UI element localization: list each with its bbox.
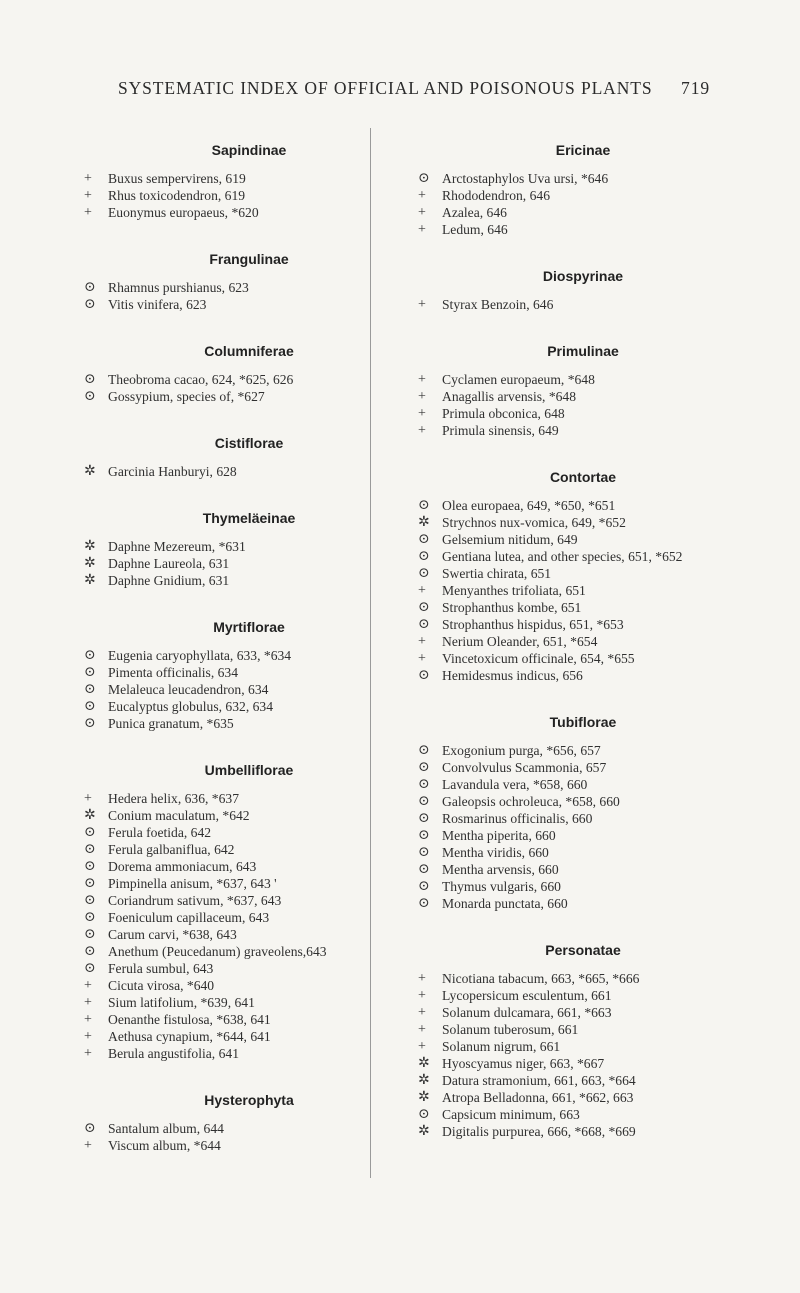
official-circle-icon: ⊙ <box>418 760 430 775</box>
poisonous-star-icon: ✲ <box>418 1056 430 1071</box>
plus-icon: + <box>418 222 426 237</box>
index-entry <box>84 388 414 405</box>
section-spacer <box>418 313 748 329</box>
entry-text: Strophanthus hispidus, 651, *653 <box>442 617 624 632</box>
index-entry <box>84 858 414 875</box>
entry-text: Cyclamen europaeum, *648 <box>442 372 595 387</box>
index-entry <box>418 633 748 650</box>
entry-text: Digitalis purpurea, 666, *668, *669 <box>442 1124 636 1139</box>
index-entry <box>418 514 748 531</box>
index-entry <box>418 405 748 422</box>
section-title: Diospyrinae <box>542 268 624 284</box>
index-entry <box>84 463 414 480</box>
plus-icon: + <box>418 651 426 666</box>
index-entry <box>418 895 748 912</box>
index-entry <box>418 1123 748 1140</box>
index-section <box>418 142 748 238</box>
index-section <box>418 343 748 439</box>
index-entry <box>84 1028 414 1045</box>
entry-text: Nicotiana tabacum, 663, *665, *666 <box>442 971 640 986</box>
section-title: Myrtiflorae <box>213 619 285 635</box>
entry-text: Gelsemium nitidum, 649 <box>442 532 578 547</box>
plus-icon: + <box>84 978 92 993</box>
entry-text: Dorema ammoniacum, 643 <box>108 859 257 874</box>
poisonous-star-icon: ✲ <box>84 539 96 554</box>
plus-icon: + <box>84 1138 92 1153</box>
plus-icon: + <box>84 1029 92 1044</box>
official-circle-icon: ⊙ <box>418 532 430 547</box>
index-entry <box>418 221 748 238</box>
entry-text: Lycopersicum esculentum, 661 <box>442 988 612 1003</box>
section-title: Cistiflorae <box>214 435 284 451</box>
plus-icon: + <box>84 1012 92 1027</box>
poisonous-star-icon: ✲ <box>418 1124 430 1139</box>
entry-text: Santalum album, 644 <box>108 1121 224 1136</box>
index-entry <box>84 1045 414 1062</box>
index-entry <box>418 204 748 221</box>
official-circle-icon: ⊙ <box>418 600 430 615</box>
entry-text: Conium maculatum, *642 <box>108 808 250 823</box>
entry-text: Daphne Gnidium, 631 <box>108 573 230 588</box>
entry-text: Gentiana lutea, and other species, 651, *652 <box>442 549 683 564</box>
index-entry <box>418 1072 748 1089</box>
page-number: 719 <box>681 78 710 98</box>
entry-text: Carum carvi, *638, 643 <box>108 927 237 942</box>
entry-text: Coriandrum sativum, *637, 643 <box>108 893 282 908</box>
index-section <box>418 469 748 684</box>
plus-icon: + <box>84 188 92 203</box>
index-entry <box>418 1004 748 1021</box>
index-entry <box>84 875 414 892</box>
entry-text: Hemidesmus indicus, 656 <box>442 668 583 683</box>
poisonous-star-icon: ✲ <box>84 556 96 571</box>
entry-text: Mentha arvensis, 660 <box>442 862 559 877</box>
index-entry <box>84 664 414 681</box>
official-circle-icon: ⊙ <box>418 879 430 894</box>
left-column <box>84 128 414 1154</box>
index-entry <box>418 170 748 187</box>
index-entry <box>418 388 748 405</box>
official-circle-icon: ⊙ <box>84 910 96 925</box>
index-entry <box>418 667 748 684</box>
official-circle-icon: ⊙ <box>84 648 96 663</box>
index-entry <box>418 531 748 548</box>
entry-text: Viscum album, *644 <box>108 1138 221 1153</box>
entry-text: Exogonium purga, *656, 657 <box>442 743 601 758</box>
section-title: Primulinae <box>547 343 619 359</box>
entry-text: Daphne Laureola, 631 <box>108 556 230 571</box>
index-section <box>418 942 748 1140</box>
entry-text: Oenanthe fistulosa, *638, 641 <box>108 1012 271 1027</box>
entry-text: Capsicum minimum, 663 <box>442 1107 580 1122</box>
index-entry <box>418 793 748 810</box>
entry-text: Berula angustifolia, 641 <box>108 1046 239 1061</box>
entry-text: Rhamnus purshianus, 623 <box>108 280 249 295</box>
entry-text: Styrax Benzoin, 646 <box>442 297 554 312</box>
index-entry <box>418 987 748 1004</box>
entry-text: Ferula galbaniflua, 642 <box>108 842 235 857</box>
index-entry <box>418 970 748 987</box>
section-title: Personatae <box>545 942 621 958</box>
index-entry <box>418 422 748 439</box>
official-circle-icon: ⊙ <box>418 828 430 843</box>
index-entry <box>84 698 414 715</box>
section-spacer <box>84 732 414 748</box>
index-entry <box>84 647 414 664</box>
entry-text: Monarda punctata, 660 <box>442 896 568 911</box>
entry-text: Azalea, 646 <box>442 205 507 220</box>
official-circle-icon: ⊙ <box>84 842 96 857</box>
poisonous-star-icon: ✲ <box>84 573 96 588</box>
index-entry <box>418 878 748 895</box>
index-entry <box>418 187 748 204</box>
index-entry <box>84 926 414 943</box>
index-entry <box>418 776 748 793</box>
official-circle-icon: ⊙ <box>84 372 96 387</box>
index-entry <box>84 994 414 1011</box>
plus-icon: + <box>418 1039 426 1054</box>
official-circle-icon: ⊙ <box>418 794 430 809</box>
entry-text: Galeopsis ochroleuca, *658, 660 <box>442 794 620 809</box>
plus-icon: + <box>418 406 426 421</box>
entry-text: Aethusa cynapium, *644, 641 <box>108 1029 271 1044</box>
plus-icon: + <box>84 171 92 186</box>
poisonous-star-icon: ✲ <box>84 464 96 479</box>
official-circle-icon: ⊙ <box>84 893 96 908</box>
section-spacer <box>84 589 414 605</box>
plus-icon: + <box>84 791 92 806</box>
entry-text: Mentha piperita, 660 <box>442 828 556 843</box>
official-circle-icon: ⊙ <box>418 1107 430 1122</box>
index-entry <box>84 960 414 977</box>
official-circle-icon: ⊙ <box>84 699 96 714</box>
official-circle-icon: ⊙ <box>84 876 96 891</box>
entry-text: Strophanthus kombe, 651 <box>442 600 582 615</box>
index-entry <box>84 715 414 732</box>
index-entry <box>418 827 748 844</box>
index-entry <box>418 759 748 776</box>
index-entry <box>418 616 748 633</box>
plus-icon: + <box>418 423 426 438</box>
index-section <box>418 714 748 912</box>
entry-text: Sium latifolium, *639, 641 <box>108 995 255 1010</box>
index-entry <box>418 861 748 878</box>
entry-text: Lavandula vera, *658, 660 <box>442 777 588 792</box>
index-entry <box>84 1120 414 1137</box>
entry-text: Ledum, 646 <box>442 222 508 237</box>
index-section <box>84 510 414 589</box>
index-entry <box>84 279 414 296</box>
index-entry <box>418 844 748 861</box>
official-circle-icon: ⊙ <box>84 859 96 874</box>
entry-text: Euonymus europaeus, *620 <box>108 205 259 220</box>
official-circle-icon: ⊙ <box>84 280 96 295</box>
section-title: Tubiflorae <box>549 714 617 730</box>
index-section <box>418 268 748 313</box>
index-entry <box>84 371 414 388</box>
official-circle-icon: ⊙ <box>84 682 96 697</box>
entry-text: Eucalyptus globulus, 632, 634 <box>108 699 274 714</box>
index-entry <box>84 909 414 926</box>
official-circle-icon: ⊙ <box>84 944 96 959</box>
poisonous-star-icon: ✲ <box>418 1073 430 1088</box>
index-entry <box>418 565 748 582</box>
official-circle-icon: ⊙ <box>418 743 430 758</box>
plus-icon: + <box>418 389 426 404</box>
official-circle-icon: ⊙ <box>84 297 96 312</box>
section-spacer <box>84 480 414 496</box>
entry-text: Gossypium, species of, *627 <box>108 389 265 404</box>
entry-text: Ferula foetida, 642 <box>108 825 212 840</box>
entry-text: Swertia chirata, 651 <box>442 566 552 581</box>
section-title: Thymeläeinae <box>202 510 296 526</box>
index-entry <box>84 170 414 187</box>
entry-text: Arctostaphylos Uva ursi, *646 <box>442 171 609 186</box>
entry-text: Eugenia caryophyllata, 633, *634 <box>108 648 292 663</box>
plus-icon: + <box>84 205 92 220</box>
plus-icon: + <box>418 971 426 986</box>
section-spacer <box>418 238 748 254</box>
index-entry <box>84 572 414 589</box>
section-title: Hysterophyta <box>204 1092 294 1108</box>
entry-text: Anethum (Peucedanum) graveolens,643 <box>108 944 327 959</box>
official-circle-icon: ⊙ <box>84 961 96 976</box>
official-circle-icon: ⊙ <box>418 896 430 911</box>
index-section <box>84 251 414 313</box>
entry-text: Mentha viridis, 660 <box>442 845 549 860</box>
section-spacer <box>418 684 748 700</box>
entry-text: Rhododendron, 646 <box>442 188 550 203</box>
index-entry <box>418 497 748 514</box>
index-entry <box>84 790 414 807</box>
index-entry <box>418 371 748 388</box>
section-title: Umbelliflorae <box>204 762 294 778</box>
entry-text: Solanum nigrum, 661 <box>442 1039 561 1054</box>
index-entry <box>84 204 414 221</box>
official-circle-icon: ⊙ <box>418 617 430 632</box>
official-circle-icon: ⊙ <box>418 171 430 186</box>
index-entry <box>84 538 414 555</box>
official-circle-icon: ⊙ <box>84 825 96 840</box>
official-circle-icon: ⊙ <box>84 389 96 404</box>
entry-text: Primula sinensis, 649 <box>442 423 559 438</box>
official-circle-icon: ⊙ <box>84 665 96 680</box>
entry-text: Theobroma cacao, 624, *625, 626 <box>108 372 294 387</box>
entry-text: Menyanthes trifoliata, 651 <box>442 583 586 598</box>
right-column <box>418 128 748 1140</box>
official-circle-icon: ⊙ <box>84 1121 96 1136</box>
index-entry <box>84 555 414 572</box>
index-entry <box>84 892 414 909</box>
official-circle-icon: ⊙ <box>418 862 430 877</box>
section-spacer <box>84 221 414 237</box>
entry-text: Punica granatum, *635 <box>108 716 234 731</box>
official-circle-icon: ⊙ <box>84 716 96 731</box>
poisonous-star-icon: ✲ <box>84 808 96 823</box>
entry-text: Pimpinella anisum, *637, 643 ' <box>108 876 277 891</box>
entry-text: Hedera helix, 636, *637 <box>108 791 239 806</box>
index-entry <box>84 841 414 858</box>
index-entry <box>418 1021 748 1038</box>
entry-text: Ferula sumbul, 643 <box>108 961 214 976</box>
running-head <box>118 78 710 99</box>
index-entry <box>418 582 748 599</box>
entry-text: Melaleuca leucadendron, 634 <box>108 682 269 697</box>
page-header-title: SYSTEMATIC INDEX OF OFFICIAL AND POISONOUS PLANTS <box>118 78 653 98</box>
entry-text: Solanum tuberosum, 661 <box>442 1022 579 1037</box>
entry-text: Pimenta officinalis, 634 <box>108 665 239 680</box>
entry-text: Anagallis arvensis, *648 <box>442 389 577 404</box>
index-entry <box>84 1137 414 1154</box>
index-section <box>84 142 414 221</box>
official-circle-icon: ⊙ <box>418 777 430 792</box>
section-title: Frangulinae <box>209 251 289 267</box>
entry-text: Cicuta virosa, *640 <box>108 978 215 993</box>
entry-text: Daphne Mezereum, *631 <box>108 539 246 554</box>
plus-icon: + <box>418 205 426 220</box>
plus-icon: + <box>418 372 426 387</box>
plus-icon: + <box>418 988 426 1003</box>
section-spacer <box>84 405 414 421</box>
official-circle-icon: ⊙ <box>418 811 430 826</box>
entry-text: Vitis vinifera, 623 <box>108 297 207 312</box>
entry-text: Nerium Oleander, 651, *654 <box>442 634 598 649</box>
section-spacer <box>418 439 748 455</box>
official-circle-icon: ⊙ <box>418 549 430 564</box>
index-section <box>84 762 414 1062</box>
entry-text: Hyoscyamus niger, 663, *667 <box>442 1056 605 1071</box>
index-entry <box>418 1038 748 1055</box>
section-spacer <box>84 313 414 329</box>
index-entry <box>84 296 414 313</box>
official-circle-icon: ⊙ <box>418 668 430 683</box>
index-entry <box>418 650 748 667</box>
section-title: Contortae <box>549 469 617 485</box>
index-entry <box>418 1106 748 1123</box>
plus-icon: + <box>418 634 426 649</box>
index-entry <box>84 824 414 841</box>
index-entry <box>418 810 748 827</box>
index-entry <box>418 742 748 759</box>
entry-text: Thymus vulgaris, 660 <box>442 879 561 894</box>
entry-text: Rhus toxicodendron, 619 <box>108 188 246 203</box>
index-section <box>84 1092 414 1154</box>
entry-text: Olea europaea, 649, *650, *651 <box>442 498 616 513</box>
entry-text: Solanum dulcamara, 661, *663 <box>442 1005 612 1020</box>
index-entry <box>418 1089 748 1106</box>
index-section <box>84 435 414 480</box>
entry-text: Primula obconica, 648 <box>442 406 565 421</box>
index-entry <box>84 187 414 204</box>
entry-text: Rosmarinus officinalis, 660 <box>442 811 593 826</box>
index-entry <box>84 977 414 994</box>
index-entry <box>84 1011 414 1028</box>
plus-icon: + <box>418 297 426 312</box>
entry-text: Convolvulus Scammonia, 657 <box>442 760 607 775</box>
section-title: Ericinae <box>555 142 611 158</box>
index-entry <box>84 681 414 698</box>
index-entry <box>418 1055 748 1072</box>
section-spacer <box>418 912 748 928</box>
section-title: Columniferae <box>204 343 294 359</box>
index-entry <box>84 807 414 824</box>
poisonous-star-icon: ✲ <box>418 1090 430 1105</box>
official-circle-icon: ⊙ <box>84 927 96 942</box>
official-circle-icon: ⊙ <box>418 845 430 860</box>
entry-text: Strychnos nux-vomica, 649, *652 <box>442 515 626 530</box>
official-circle-icon: ⊙ <box>418 498 430 513</box>
plus-icon: + <box>418 188 426 203</box>
index-entry <box>418 296 748 313</box>
index-section <box>84 619 414 732</box>
poisonous-star-icon: ✲ <box>418 515 430 530</box>
plus-icon: + <box>418 1022 426 1037</box>
plus-icon: + <box>418 1005 426 1020</box>
plus-icon: + <box>84 1046 92 1061</box>
section-title: Sapindinae <box>211 142 287 158</box>
entry-text: Foeniculum capillaceum, 643 <box>108 910 270 925</box>
index-section <box>84 343 414 405</box>
entry-text: Garcinia Hanburyi, 628 <box>108 464 237 479</box>
index-entry <box>418 599 748 616</box>
entry-text: Vincetoxicum officinale, 654, *655 <box>442 651 635 666</box>
entry-text: Atropa Belladonna, 661, *662, 663 <box>442 1090 634 1105</box>
official-circle-icon: ⊙ <box>418 566 430 581</box>
entry-text: Buxus sempervirens, 619 <box>108 171 246 186</box>
index-entry <box>418 548 748 565</box>
plus-icon: + <box>418 583 426 598</box>
entry-text: Datura stramonium, 661, 663, *664 <box>442 1073 636 1088</box>
index-entry <box>84 943 414 960</box>
section-spacer <box>84 1062 414 1078</box>
plus-icon: + <box>84 995 92 1010</box>
